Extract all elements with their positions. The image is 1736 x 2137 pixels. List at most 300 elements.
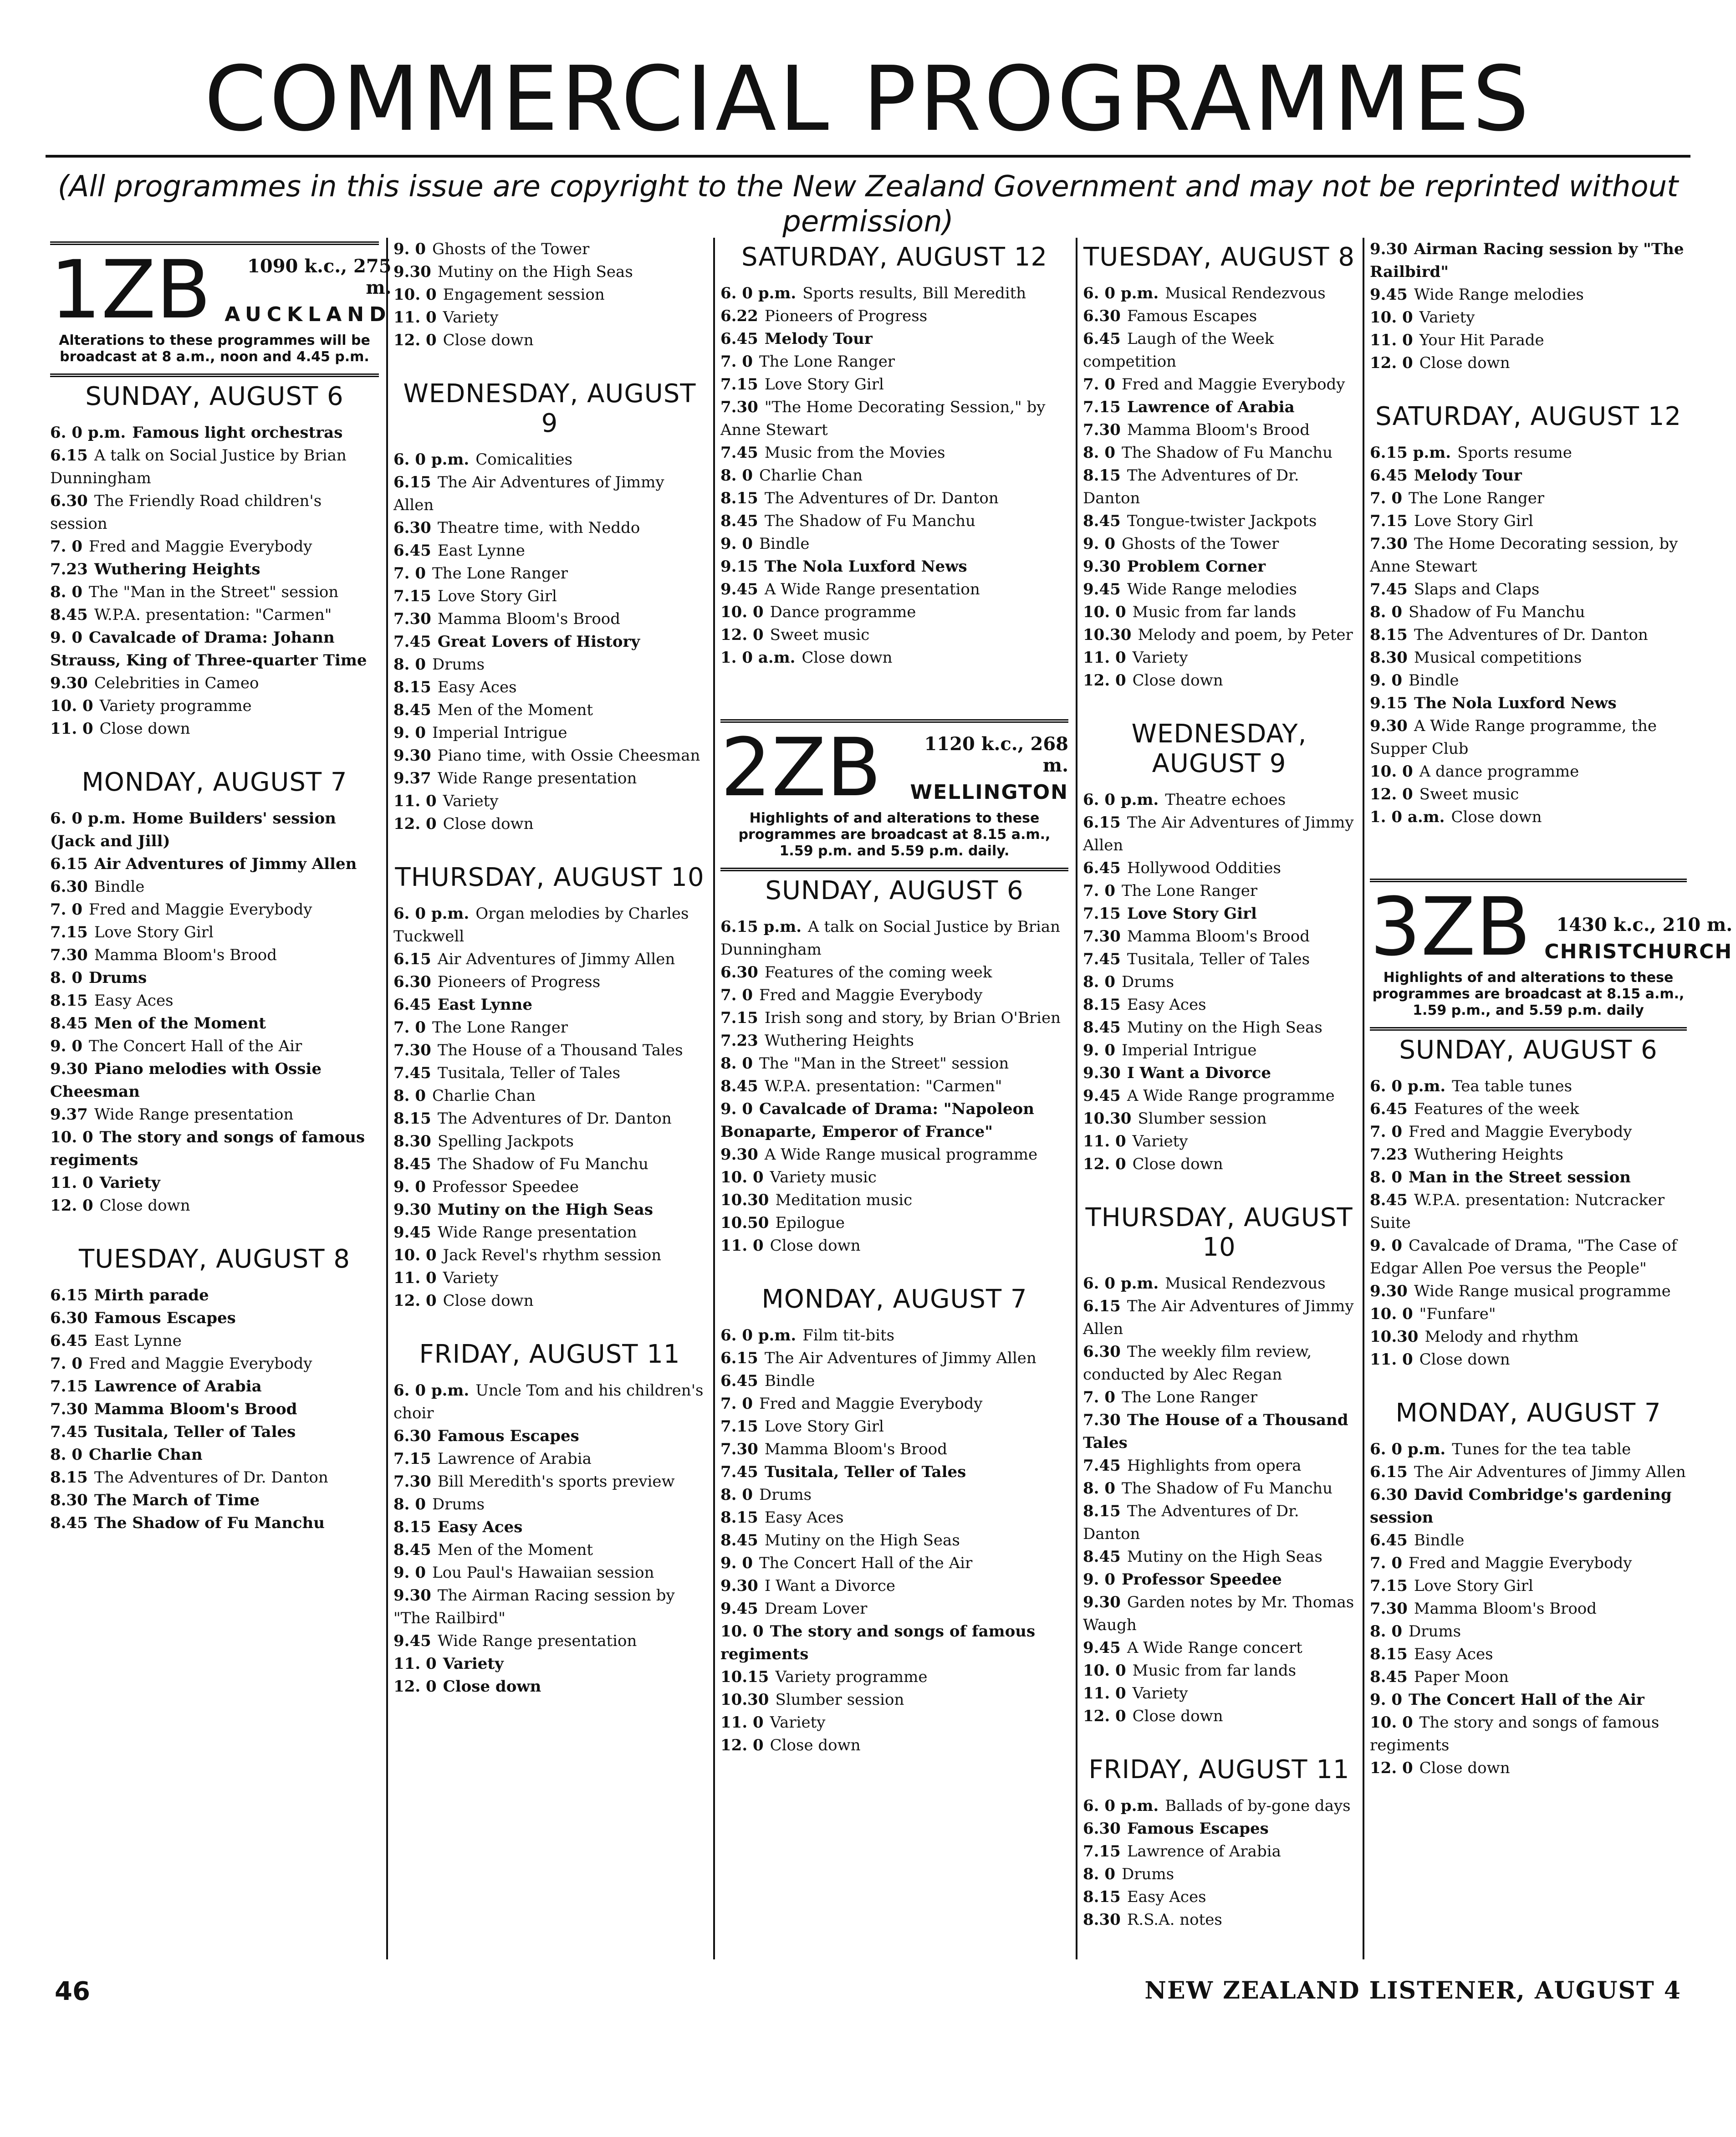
column-divider (1076, 238, 1077, 1959)
programme-time: 7. 0 (720, 986, 753, 1005)
programme-item (1083, 1107, 1355, 1130)
programme-title: Fred and Maggie Everybody (89, 537, 312, 556)
programme-title: The Adventures of Dr. Danton (764, 489, 999, 507)
programme-item (720, 1506, 1068, 1529)
programme-title: Paper Moon (1414, 1668, 1509, 1687)
programme-time: 12. 0 (393, 1677, 437, 1696)
programme-title: Wide Range presentation (437, 1223, 637, 1242)
programme-time: 7. 0 (1083, 1388, 1115, 1406)
station-frequency: 1430 k.c., 210 m. (1556, 914, 1733, 936)
programme-item (1083, 1705, 1355, 1728)
programme-item (1370, 532, 1687, 578)
programme-time: 10.15 (720, 1668, 769, 1687)
programme-title: The Air Adventures of Jimmy Allen (1083, 1297, 1354, 1338)
programme-item (393, 1379, 706, 1425)
programme-time: 6.30 (393, 519, 431, 537)
programme-list (393, 1379, 706, 1698)
programme-time: 6.30 (1083, 1343, 1121, 1361)
programme-time: 8. 0 (1370, 603, 1402, 621)
programme-time: 6.15 (50, 1286, 88, 1305)
programme-time: 9.30 (1083, 1064, 1121, 1082)
programme-item (1083, 1084, 1355, 1107)
programme-time: 7.30 (1083, 421, 1121, 439)
programme-time: 6.30 (1083, 1820, 1121, 1838)
programme-title: Theatre echoes (1165, 791, 1286, 809)
programme-title: Variety programme (99, 697, 252, 716)
programme-list (50, 1284, 379, 1534)
schedule-list (1083, 242, 1355, 1931)
programme-time: 10. 0 (393, 286, 437, 304)
programme-title: Men of the Moment (437, 1541, 593, 1559)
programme-item (1370, 1120, 1687, 1143)
programme-time: 6.15 (393, 473, 431, 491)
programme-time: 6.30 (393, 973, 431, 991)
programme-item (50, 989, 379, 1012)
programme-time: 7.15 (1083, 1842, 1121, 1861)
programme-time: 8. 0 (720, 466, 753, 485)
programme-title: Air Adventures of Jimmy Allen (94, 855, 357, 874)
programme-item (1370, 238, 1687, 283)
programme-time: 7. 0 (1083, 375, 1115, 394)
programme-time: 12. 0 (720, 1736, 764, 1755)
programme-item (1370, 1711, 1687, 1757)
programme-title: Musical Rendezvous (1165, 284, 1326, 302)
schedule-list (1370, 1035, 1687, 1779)
programme-title: Highlights from opera (1127, 1457, 1302, 1475)
programme-time: 7.45 (1083, 950, 1121, 968)
programme-time: 8. 0 (393, 655, 426, 674)
programme-item (720, 1370, 1068, 1392)
programme-time: 10. 0 (720, 1168, 764, 1187)
programme-item (1083, 1682, 1355, 1705)
programme-time: 6. 0 p.m. (393, 450, 470, 469)
station-city: AUCKLAND (225, 303, 392, 327)
programme-title: Mutiny on the High Seas (437, 263, 633, 281)
programme-item (1083, 1454, 1355, 1477)
programme-title: Irish song and story, by Brian O'Brien (764, 1009, 1061, 1028)
programme-time: 9.15 (1370, 694, 1408, 712)
programme-time: 6.30 (50, 878, 88, 896)
programme-item (393, 1107, 706, 1130)
programme-title: The Concert Hall of the Air (1409, 1691, 1644, 1709)
programme-time: 8.15 (720, 489, 758, 507)
programme-item (1083, 624, 1355, 646)
programme-time: 6.15 (720, 1349, 758, 1368)
programme-item (393, 993, 706, 1016)
programme-title: Wide Range melodies (1127, 580, 1297, 598)
programme-item (50, 1171, 379, 1194)
programme-item (50, 626, 379, 672)
programme-item (1370, 1688, 1687, 1711)
programme-title: Love Story Girl (1414, 1577, 1533, 1595)
programme-title: Close down (1132, 1707, 1223, 1725)
programme-item (1083, 1659, 1355, 1682)
programme-item (1083, 1409, 1355, 1454)
programme-title: Close down (1419, 1350, 1510, 1369)
programme-title: Musical Rendezvous (1165, 1274, 1326, 1293)
programme-title: Melody and rhythm (1425, 1328, 1579, 1346)
programme-title: Lawrence of Arabia (437, 1450, 592, 1468)
programme-time: 10.30 (720, 1191, 769, 1210)
programme-time: 9.37 (50, 1105, 88, 1124)
programme-item (50, 1307, 379, 1329)
programme-title: Bindle (1409, 671, 1459, 690)
programme-item (1370, 1461, 1687, 1483)
programme-item (720, 350, 1068, 373)
programme-time: 6.30 (393, 1427, 431, 1445)
programme-time: 12. 0 (1370, 354, 1413, 372)
programme-time: 9. 0 (720, 1554, 753, 1573)
programme-item (1370, 283, 1687, 306)
programme-item (393, 1630, 706, 1652)
programme-item (393, 1062, 706, 1084)
programme-item (1370, 441, 1687, 464)
programme-item (720, 1189, 1068, 1212)
programme-item (393, 238, 706, 261)
programme-time: 6.45 (50, 1332, 88, 1350)
programme-item (50, 898, 379, 921)
programme-item (50, 921, 379, 944)
programme-item (1083, 857, 1355, 879)
programme-item (720, 1415, 1068, 1438)
programme-item (1083, 373, 1355, 396)
programme-title: Melody and poem, by Peter (1138, 626, 1353, 644)
programme-item (1083, 1568, 1355, 1591)
programme-item (720, 1234, 1068, 1257)
programme-time: 8.45 (393, 701, 431, 719)
programme-list (393, 902, 706, 1312)
programme-item (720, 555, 1068, 578)
schedule-list (720, 876, 1068, 1757)
column-divider (386, 238, 388, 1959)
programme-item (50, 1352, 379, 1375)
programme-title: Melody Tour (764, 330, 873, 348)
programme-title: The Concert Hall of the Air (759, 1554, 973, 1573)
programme-time: 10. 0 (393, 1246, 437, 1264)
programme-item (50, 807, 379, 853)
programme-time: 6.45 (720, 1372, 758, 1391)
programme-title: The Lone Ranger (432, 564, 568, 583)
programme-item (1083, 555, 1355, 578)
programme-title: Mutiny on the High Seas (764, 1531, 960, 1550)
programme-time: 9.15 (720, 557, 758, 576)
programme-title: The Friendly Road children's session (50, 492, 322, 533)
programme-item (1370, 669, 1687, 692)
programme-item (1083, 1386, 1355, 1409)
programme-time: 11. 0 (50, 720, 93, 738)
programme-time: 11. 0 (393, 1269, 437, 1287)
programme-time: 7.15 (720, 375, 758, 394)
programme-title: Melody Tour (1414, 466, 1522, 485)
programme-list (1370, 1075, 1687, 1371)
programme-title: Easy Aces (1127, 996, 1206, 1014)
programme-time: 10.30 (720, 1691, 769, 1709)
programme-time: 10.30 (1083, 1109, 1132, 1128)
programme-item (393, 448, 706, 471)
programme-title: Music from far lands (1132, 1662, 1297, 1680)
programme-item (1083, 1016, 1355, 1039)
programme-time: 9.30 (393, 1201, 431, 1219)
programme-item (393, 539, 706, 562)
programme-item (393, 1652, 706, 1675)
programme-title: Comicalities (475, 450, 573, 469)
programme-item (1370, 1597, 1687, 1620)
programme-time: 11. 0 (393, 792, 437, 810)
programme-title: Easy Aces (437, 1518, 523, 1536)
programme-title: Charlie Chan (759, 466, 863, 485)
programme-title: Tusitala, Teller of Tales (764, 1463, 966, 1482)
programme-item (1370, 1620, 1687, 1643)
programme-item (720, 282, 1068, 305)
publication-line: NEW ZEALAND LISTENER, AUGUST 4 (1144, 1977, 1681, 2004)
programme-time: 9. 0 (1083, 1041, 1115, 1059)
programme-item (393, 1016, 706, 1039)
programme-item (393, 585, 706, 608)
programme-title: Fred and Maggie Everybody (759, 1395, 983, 1413)
programme-time: 7. 0 (393, 564, 426, 583)
programme-time: 9.30 (50, 1060, 88, 1079)
programme-title: Close down (443, 1677, 541, 1696)
programme-time: 8.45 (720, 1077, 758, 1096)
programme-time: 8.45 (393, 1541, 431, 1559)
programme-time: 8.45 (1370, 1668, 1408, 1687)
programme-title: The Lone Ranger (1122, 1388, 1258, 1406)
programme-title: Men of the Moment (437, 701, 593, 719)
programme-time: 10. 0 (1370, 1713, 1413, 1732)
programme-item (50, 1466, 379, 1489)
programme-time: 9.30 (1370, 240, 1408, 258)
programme-time: 9.45 (1083, 1639, 1121, 1657)
programme-title: Close down (1132, 1155, 1223, 1173)
station-frequency: 1090 k.c., 275 m. (247, 256, 392, 299)
programme-title: Famous light orchestras (132, 424, 343, 442)
programme-title: The Concert Hall of the Air (89, 1037, 302, 1056)
programme-item (720, 578, 1068, 601)
programme-title: Meditation music (775, 1191, 913, 1210)
programme-item (1083, 646, 1355, 669)
programme-time: 10. 0 (720, 603, 764, 621)
programme-list (393, 238, 706, 352)
programme-time: 7.45 (50, 1423, 88, 1442)
programme-title: Piano time, with Ossie Cheesman (437, 746, 700, 765)
programme-time: 9.45 (393, 1223, 431, 1242)
programme-time: 7.15 (720, 1009, 758, 1028)
programme-title: Garden notes by Mr. Thomas Waugh (1083, 1593, 1354, 1634)
programme-time: 9.30 (393, 746, 431, 765)
programme-title: Variety (1132, 649, 1188, 667)
page-number: 46 (55, 1977, 90, 2006)
programme-item (1083, 1545, 1355, 1568)
programme-item (1370, 601, 1687, 624)
programme-time: 9.30 (1370, 717, 1408, 735)
programme-time: 9.30 (393, 263, 431, 281)
programme-time: 8.30 (1370, 649, 1408, 667)
programme-time: 11. 0 (720, 1237, 764, 1255)
column-divider (713, 238, 715, 1959)
programme-item (50, 695, 379, 717)
programme-title: Love Story Girl (437, 587, 557, 605)
programme-title: Your Hit Parade (1419, 331, 1544, 349)
programme-title: Wuthering Heights (1414, 1145, 1563, 1164)
programme-title: Tusitala, Teller of Tales (1127, 950, 1310, 968)
programme-time: 7.15 (1370, 1577, 1408, 1595)
programme-title: The "Man in the Street" session (759, 1054, 1009, 1073)
programme-time: 8.45 (1083, 1548, 1121, 1566)
programme-time: 9.30 (1370, 1282, 1408, 1301)
programme-title: A dance programme (1419, 762, 1579, 781)
programme-title: Close down (443, 331, 534, 349)
station-note: Highlights of and alterations to these programmes are broadcast at 8.15 a.m., 1.59 p.m. and 5.59 p.m. daily. (738, 810, 1051, 859)
programme-item (1083, 669, 1355, 692)
programme-title: Dream Lover (764, 1600, 868, 1618)
programme-title: The Shadow of Fu Manchu (1122, 444, 1333, 462)
programme-item (720, 915, 1068, 961)
programme-time: 7.15 (393, 1450, 431, 1468)
programme-title: Mutiny on the High Seas (437, 1201, 653, 1219)
day-heading: TUESDAY, AUGUST 8 (79, 1244, 350, 1274)
programme-item (1083, 948, 1355, 971)
programme-title: Mamma Bloom's Brood (764, 1440, 948, 1459)
programme-time: 11. 0 (1083, 1684, 1126, 1702)
programme-title: The Air Adventures of Jimmy Allen (764, 1349, 1036, 1368)
programme-title: Bindle (1414, 1531, 1465, 1550)
programme-title: Easy Aces (437, 678, 517, 696)
programme-time: 10.50 (720, 1214, 769, 1232)
programme-title: Music from far lands (1132, 603, 1297, 621)
programme-time: 6.30 (720, 963, 758, 982)
column-5 (1370, 238, 1733, 1779)
programme-title: Tunes for the tea table (1452, 1440, 1631, 1459)
programme-time: 7.15 (50, 1377, 88, 1396)
programme-item (50, 1126, 379, 1171)
programme-item (1083, 1817, 1355, 1840)
programme-title: Wuthering Heights (94, 560, 260, 579)
programme-time: 6. 0 p.m. (1083, 791, 1159, 809)
programme-title: Famous Escapes (1127, 307, 1257, 325)
copyright-notice: (All programmes in this issue are copyright to the New Zealand Government and may not be reprinted without permission) (57, 170, 1679, 239)
programme-item (1083, 879, 1355, 902)
programme-item (50, 1058, 379, 1103)
programme-time: 7.30 (720, 398, 758, 416)
programme-time: 9.30 (1083, 557, 1121, 576)
programme-item (1370, 1438, 1687, 1461)
programme-title: Sweet music (1419, 785, 1519, 803)
programme-item (1370, 715, 1687, 760)
programme-time: 7.30 (393, 1041, 431, 1059)
programme-time: 8.15 (50, 992, 88, 1010)
programme-time: 11. 0 (1370, 1350, 1413, 1369)
programme-title: Easy Aces (1414, 1645, 1493, 1664)
programme-time: 9. 0 (1370, 671, 1402, 690)
programme-item (720, 1166, 1068, 1189)
programme-item (393, 471, 706, 516)
programme-list (50, 807, 379, 1217)
programme-time: 6.22 (720, 307, 758, 325)
programme-title: Close down (99, 720, 190, 738)
programme-item (50, 1443, 379, 1466)
programme-title: Ghosts of the Tower (432, 240, 590, 258)
programme-title: Engagement session (443, 286, 605, 304)
programme-title: Close down (443, 815, 534, 833)
programme-title: "The Home Decorating Session," by Anne Stewart (720, 398, 1046, 439)
programme-time: 8.45 (50, 1514, 88, 1533)
programme-title: Variety programme (775, 1668, 928, 1687)
programme-title: Close down (802, 649, 893, 667)
programme-item (50, 444, 379, 490)
programme-time: 7.15 (1370, 512, 1408, 530)
programme-time: 6. 0 p.m. (1083, 1274, 1159, 1293)
column-1 (50, 238, 392, 1534)
programme-time: 7. 0 (720, 1395, 753, 1413)
station-city: CHRISTCHURCH (1544, 940, 1733, 964)
programme-time: 8. 0 (393, 1087, 426, 1105)
programme-time: 8. 0 (393, 1495, 426, 1513)
programme-item (720, 1552, 1068, 1575)
programme-time: 9.30 (50, 674, 88, 693)
programme-item (393, 1176, 706, 1198)
programme-title: Wide Range musical programme (1414, 1282, 1671, 1301)
programme-time: 1. 0 a.m. (1370, 808, 1445, 826)
programme-title: Lawrence of Arabia (1127, 1842, 1281, 1861)
day-heading: TUESDAY, AUGUST 8 (1083, 242, 1355, 272)
programme-title: Bindle (759, 535, 810, 553)
programme-time: 7.30 (50, 1400, 88, 1419)
programme-item (720, 487, 1068, 510)
programme-item (1370, 1552, 1687, 1575)
programme-item (393, 1516, 706, 1539)
programme-item (1370, 783, 1687, 806)
programme-time: 8.30 (50, 1491, 88, 1510)
programme-time: 10. 0 (720, 1622, 764, 1641)
programme-time: 7.15 (50, 923, 88, 942)
programme-title: A Wide Range presentation (764, 580, 980, 598)
programme-time: 9. 0 (1083, 1570, 1115, 1589)
programme-title: Wuthering Heights (764, 1032, 914, 1050)
programme-time: 8.45 (1083, 1018, 1121, 1037)
programme-title: Cavalcade of Drama: "Napoleon Bonaparte, Emperor of France" (720, 1100, 1034, 1141)
programme-time: 12. 0 (393, 1292, 437, 1310)
programme-item (50, 1375, 379, 1398)
programme-title: Wide Range melodies (1414, 286, 1584, 304)
programme-time: 12. 0 (1370, 1759, 1413, 1778)
programme-time: 8.15 (1370, 626, 1408, 644)
programme-list (1083, 1272, 1355, 1728)
programme-title: Epilogue (775, 1214, 845, 1232)
programme-item (393, 699, 706, 721)
programme-item (50, 1512, 379, 1534)
programme-title: Film tit-bits (802, 1326, 895, 1345)
programme-time: 6.15 (1370, 1463, 1408, 1482)
day-heading: THURSDAY, AUGUST 10 (1085, 1203, 1353, 1262)
programme-item (720, 532, 1068, 555)
day-heading: MONDAY, AUGUST 7 (82, 767, 347, 798)
programme-item (1370, 464, 1687, 487)
programme-item (393, 744, 706, 767)
programme-title: Celebrities in Cameo (94, 674, 259, 693)
programme-title: Man in the Street session (1409, 1168, 1631, 1187)
programme-title: Fred and Maggie Everybody (1409, 1123, 1632, 1141)
programme-title: "Funfare" (1419, 1305, 1496, 1324)
programme-title: Drums (1409, 1622, 1461, 1641)
programme-time: 7. 0 (720, 353, 753, 371)
programme-title: A talk on Social Justice by Brian Dunningham (50, 446, 347, 488)
programme-title: Music from the Movies (764, 444, 945, 462)
programme-title: Tusitala, Teller of Tales (94, 1423, 296, 1442)
programme-item (1083, 282, 1355, 305)
programme-title: W.P.A. presentation: Nutcracker Suite (1370, 1191, 1665, 1232)
programme-time: 11. 0 (720, 1713, 764, 1732)
programme-time: 10. 0 (1083, 603, 1126, 621)
